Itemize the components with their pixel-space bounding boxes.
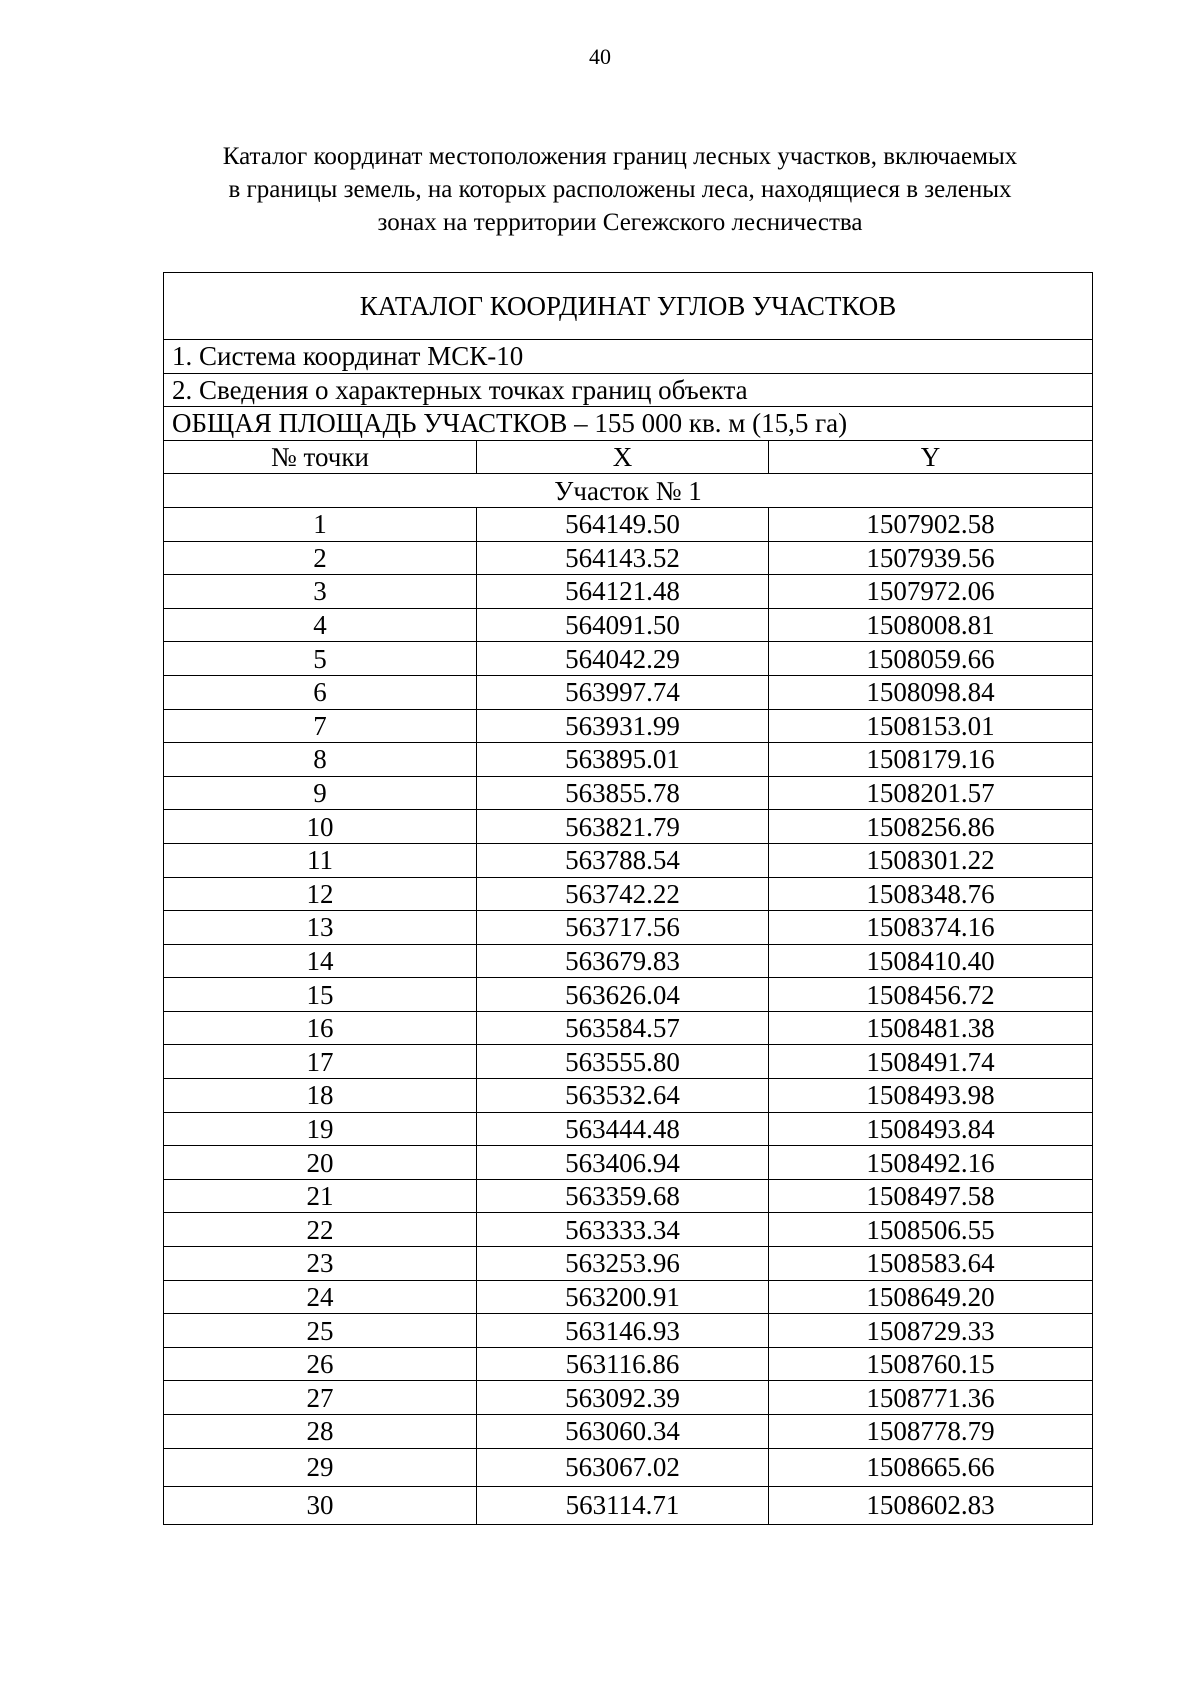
point-number-cell: 4 [164, 608, 477, 642]
point-number-cell: 27 [164, 1381, 477, 1415]
point-number-cell: 6 [164, 675, 477, 709]
x-coordinate-cell: 563895.01 [477, 743, 769, 777]
x-coordinate-cell: 563679.83 [477, 944, 769, 978]
table-row [164, 1011, 1093, 1045]
point-number-cell: 9 [164, 776, 477, 810]
table-row [164, 944, 1093, 978]
y-coordinate-cell: 1507902.58 [769, 507, 1093, 541]
y-coordinate-cell: 1508506.55 [769, 1213, 1093, 1247]
y-coordinate-cell: 1508301.22 [769, 843, 1093, 877]
y-coordinate-cell: 1508410.40 [769, 944, 1093, 978]
x-coordinate-cell: 563555.80 [477, 1045, 769, 1079]
column-header-y: Y [769, 440, 1093, 474]
x-coordinate-cell: 563200.91 [477, 1280, 769, 1314]
y-coordinate-cell: 1508456.72 [769, 978, 1093, 1012]
table-row [164, 911, 1093, 945]
table-row [164, 507, 1093, 541]
y-coordinate-cell: 1508771.36 [769, 1381, 1093, 1415]
table-row [164, 1448, 1093, 1486]
y-coordinate-cell: 1508153.01 [769, 709, 1093, 743]
point-number-cell: 11 [164, 843, 477, 877]
x-coordinate-cell: 563092.39 [477, 1381, 769, 1415]
y-coordinate-cell: 1508760.15 [769, 1347, 1093, 1381]
y-coordinate-cell: 1508059.66 [769, 642, 1093, 676]
x-coordinate-cell: 563626.04 [477, 978, 769, 1012]
y-coordinate-cell: 1508665.66 [769, 1448, 1093, 1486]
x-coordinate-cell: 563931.99 [477, 709, 769, 743]
y-coordinate-cell: 1507939.56 [769, 541, 1093, 575]
table-row [164, 1247, 1093, 1281]
table-row [164, 575, 1093, 609]
table-row [164, 1280, 1093, 1314]
y-coordinate-cell: 1508493.98 [769, 1079, 1093, 1113]
column-header-row [164, 440, 1093, 474]
y-coordinate-cell: 1507972.06 [769, 575, 1093, 609]
point-number-cell: 1 [164, 507, 477, 541]
point-number-cell: 3 [164, 575, 477, 609]
x-coordinate-cell: 564121.48 [477, 575, 769, 609]
x-coordinate-cell: 563116.86 [477, 1347, 769, 1381]
table-row [164, 1079, 1093, 1113]
point-number-cell: 2 [164, 541, 477, 575]
x-coordinate-cell: 563406.94 [477, 1146, 769, 1180]
table-row [164, 743, 1093, 777]
table-row [164, 843, 1093, 877]
y-coordinate-cell: 1508008.81 [769, 608, 1093, 642]
x-coordinate-cell: 563359.68 [477, 1179, 769, 1213]
table-row [164, 1146, 1093, 1180]
point-number-cell: 23 [164, 1247, 477, 1281]
point-number-cell: 14 [164, 944, 477, 978]
point-number-cell: 16 [164, 1011, 477, 1045]
x-coordinate-cell: 563821.79 [477, 810, 769, 844]
catalog-body [164, 273, 1093, 1525]
x-coordinate-cell: 563060.34 [477, 1415, 769, 1449]
info-row [164, 407, 1093, 441]
section-title-row [164, 474, 1093, 508]
table-row [164, 1045, 1093, 1079]
table-row [164, 608, 1093, 642]
page-number: 40 [589, 44, 611, 69]
x-coordinate-cell: 563253.96 [477, 1247, 769, 1281]
info-row [164, 373, 1093, 407]
y-coordinate-cell: 1508497.58 [769, 1179, 1093, 1213]
point-number-cell: 19 [164, 1112, 477, 1146]
table-row [164, 1314, 1093, 1348]
point-number-cell: 18 [164, 1079, 477, 1113]
column-header-point-number: № точки [164, 440, 477, 474]
total-area-text: ОБЩАЯ ПЛОЩАДЬ УЧАСТКОВ – 155 000 кв. м (15,5 га) [164, 407, 1093, 441]
table-row [164, 642, 1093, 676]
table-row [164, 1179, 1093, 1213]
y-coordinate-cell: 1508374.16 [769, 911, 1093, 945]
x-coordinate-cell: 564042.29 [477, 642, 769, 676]
y-coordinate-cell: 1508348.76 [769, 877, 1093, 911]
point-number-cell: 22 [164, 1213, 477, 1247]
title-line-1: Каталог координат местоположения границ лесных участков, включаемых [222, 143, 1018, 170]
table-row [164, 776, 1093, 810]
x-coordinate-cell: 563788.54 [477, 843, 769, 877]
y-coordinate-cell: 1508583.64 [769, 1247, 1093, 1281]
x-coordinate-cell: 563067.02 [477, 1448, 769, 1486]
point-number-cell: 24 [164, 1280, 477, 1314]
table-row [164, 1213, 1093, 1247]
y-coordinate-cell: 1508649.20 [769, 1280, 1093, 1314]
table-row [164, 675, 1093, 709]
table-row [164, 1415, 1093, 1449]
document-title [150, 140, 1090, 239]
x-coordinate-cell: 564149.50 [477, 507, 769, 541]
x-coordinate-cell: 563997.74 [477, 675, 769, 709]
x-coordinate-cell: 563584.57 [477, 1011, 769, 1045]
point-number-cell: 29 [164, 1448, 477, 1486]
point-number-cell: 13 [164, 911, 477, 945]
y-coordinate-cell: 1508729.33 [769, 1314, 1093, 1348]
x-coordinate-cell: 564143.52 [477, 541, 769, 575]
point-number-cell: 20 [164, 1146, 477, 1180]
y-coordinate-cell: 1508256.86 [769, 810, 1093, 844]
info-row [164, 340, 1093, 374]
title-line-2: в границы земель, на которых расположены леса, находящиеся в зеленых [228, 176, 1012, 203]
point-number-cell: 28 [164, 1415, 477, 1449]
y-coordinate-cell: 1508179.16 [769, 743, 1093, 777]
x-coordinate-cell: 563333.34 [477, 1213, 769, 1247]
y-coordinate-cell: 1508201.57 [769, 776, 1093, 810]
x-coordinate-cell: 563146.93 [477, 1314, 769, 1348]
point-number-cell: 10 [164, 810, 477, 844]
x-coordinate-cell: 563717.56 [477, 911, 769, 945]
table-row [164, 1347, 1093, 1381]
y-coordinate-cell: 1508493.84 [769, 1112, 1093, 1146]
point-number-cell: 26 [164, 1347, 477, 1381]
point-number-cell: 7 [164, 709, 477, 743]
x-coordinate-cell: 563444.48 [477, 1112, 769, 1146]
y-coordinate-cell: 1508481.38 [769, 1011, 1093, 1045]
point-number-cell: 17 [164, 1045, 477, 1079]
point-number-cell: 15 [164, 978, 477, 1012]
y-coordinate-cell: 1508098.84 [769, 675, 1093, 709]
y-coordinate-cell: 1508778.79 [769, 1415, 1093, 1449]
table-row [164, 877, 1093, 911]
point-number-cell: 5 [164, 642, 477, 676]
y-coordinate-cell: 1508491.74 [769, 1045, 1093, 1079]
coordinates-catalog-table [163, 272, 1093, 1525]
table-row [164, 541, 1093, 575]
point-number-cell: 25 [164, 1314, 477, 1348]
column-header-x: X [477, 440, 769, 474]
catalog-heading-row [164, 273, 1093, 340]
boundary-points-info-text: 2. Сведения о характерных точках границ объекта [164, 373, 1093, 407]
coordinate-system-text: 1. Система координат МСК-10 [164, 340, 1093, 374]
table-row [164, 810, 1093, 844]
x-coordinate-cell: 563114.71 [477, 1486, 769, 1524]
table-row [164, 978, 1093, 1012]
point-number-cell: 12 [164, 877, 477, 911]
section-title: Участок № 1 [164, 474, 1093, 508]
y-coordinate-cell: 1508492.16 [769, 1146, 1093, 1180]
table-row [164, 709, 1093, 743]
y-coordinate-cell: 1508602.83 [769, 1486, 1093, 1524]
x-coordinate-cell: 563532.64 [477, 1079, 769, 1113]
point-number-cell: 8 [164, 743, 477, 777]
catalog-heading: КАТАЛОГ КООРДИНАТ УГЛОВ УЧАСТКОВ [164, 273, 1093, 340]
table-row [164, 1486, 1093, 1524]
table-row [164, 1112, 1093, 1146]
x-coordinate-cell: 563855.78 [477, 776, 769, 810]
table-row [164, 1381, 1093, 1415]
x-coordinate-cell: 564091.50 [477, 608, 769, 642]
x-coordinate-cell: 563742.22 [477, 877, 769, 911]
point-number-cell: 21 [164, 1179, 477, 1213]
title-line-3: зонах на территории Сегежского лесничества [377, 209, 863, 236]
point-number-cell: 30 [164, 1486, 477, 1524]
